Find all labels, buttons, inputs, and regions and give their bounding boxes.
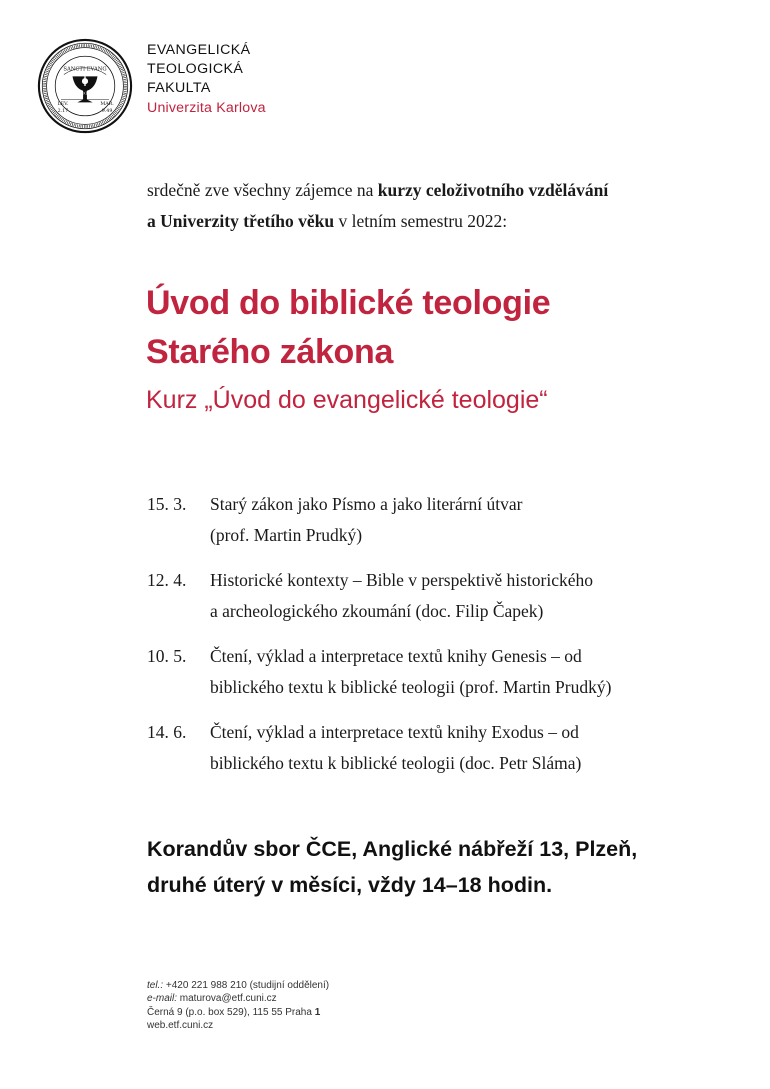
email-label: e-mail: bbox=[147, 993, 178, 1005]
intro-bold-2: a Univerzity třetího věku bbox=[147, 211, 335, 231]
schedule-item bbox=[147, 717, 611, 779]
schedule-date: 15. 3. bbox=[147, 494, 187, 514]
venue-time: druhé úterý v měsíci, vždy 14–18 hodin. bbox=[147, 873, 553, 897]
schedule-topic: Čtení, výklad a interpretace textů knihy Genesis – od bbox=[210, 646, 582, 666]
svg-text:9.49: 9.49 bbox=[101, 108, 113, 114]
faculty-line-2: TEOLOGICKÁ bbox=[147, 61, 244, 78]
svg-text:1919: 1919 bbox=[79, 90, 91, 96]
course-title-block bbox=[146, 279, 550, 419]
faculty-name-block bbox=[147, 41, 266, 118]
faculty-seal-logo bbox=[37, 38, 133, 134]
course-title-line-2: Starého zákona bbox=[146, 333, 394, 371]
faculty-line-3: FAKULTA bbox=[147, 80, 211, 97]
schedule-list bbox=[147, 489, 611, 793]
intro-part-1: srdečně zve všechny zájemce na bbox=[147, 180, 378, 200]
university-name: Univerzita Karlova bbox=[147, 99, 266, 116]
svg-text:MAR.: MAR. bbox=[100, 102, 114, 108]
tel-value: +420 221 988 210 (studijní oddělení) bbox=[163, 980, 330, 991]
faculty-line-1: EVANGELICKÁ bbox=[147, 42, 251, 58]
email-value[interactable]: maturova@etf.cuni.cz bbox=[177, 993, 277, 1005]
course-subtitle: Kurz „Úvod do evangelické teologie“ bbox=[146, 386, 548, 414]
svg-text:SANCTI·EVANG: SANCTI·EVANG bbox=[63, 66, 107, 73]
schedule-date: 12. 4. bbox=[147, 570, 187, 590]
schedule-topic-cont: biblického textu k biblické teologii (doc. Petr Sláma) bbox=[210, 753, 582, 773]
schedule-topic: Starý zákon jako Písmo a jako literární útvar bbox=[210, 494, 523, 514]
intro-bold-1: kurzy celoživotního vzdělávání bbox=[377, 180, 609, 200]
schedule-topic-cont: a archeologického zkoumání (doc. Filip Čapek) bbox=[210, 601, 544, 621]
schedule-topic: Čtení, výklad a interpretace textů knihy Exodus – od bbox=[210, 722, 579, 742]
address-district: 1 bbox=[314, 1006, 321, 1018]
schedule-topic-cont: (prof. Martin Prudký) bbox=[210, 525, 363, 545]
web-link[interactable]: web.etf.cuni.cz bbox=[147, 1020, 214, 1032]
course-title-line-1: Úvod do biblické teologie bbox=[146, 284, 551, 322]
venue-address: Korandův sbor ČCE, Anglické nábřeží 13, Plzeň, bbox=[147, 837, 638, 861]
svg-text:2.17: 2.17 bbox=[57, 108, 69, 114]
intro-part-2: v letním semestru 2022: bbox=[334, 211, 508, 231]
schedule-item bbox=[147, 565, 611, 627]
schedule-item bbox=[147, 641, 611, 703]
tel-label: tel.: bbox=[147, 980, 164, 991]
schedule-topic-cont: biblického textu k biblické teologii (prof. Martin Prudký) bbox=[210, 677, 612, 697]
intro-text bbox=[147, 175, 608, 237]
address: Černá 9 (p.o. box 529), 115 55 Praha bbox=[147, 1006, 315, 1018]
schedule-date: 14. 6. bbox=[147, 722, 187, 742]
contact-block bbox=[147, 979, 329, 1033]
svg-text:LEV.: LEV. bbox=[57, 102, 69, 108]
schedule-date: 10. 5. bbox=[147, 646, 187, 666]
venue-block bbox=[147, 831, 637, 903]
schedule-topic: Historické kontexty – Bible v perspektivě historického bbox=[210, 570, 593, 590]
schedule-item bbox=[147, 489, 611, 551]
